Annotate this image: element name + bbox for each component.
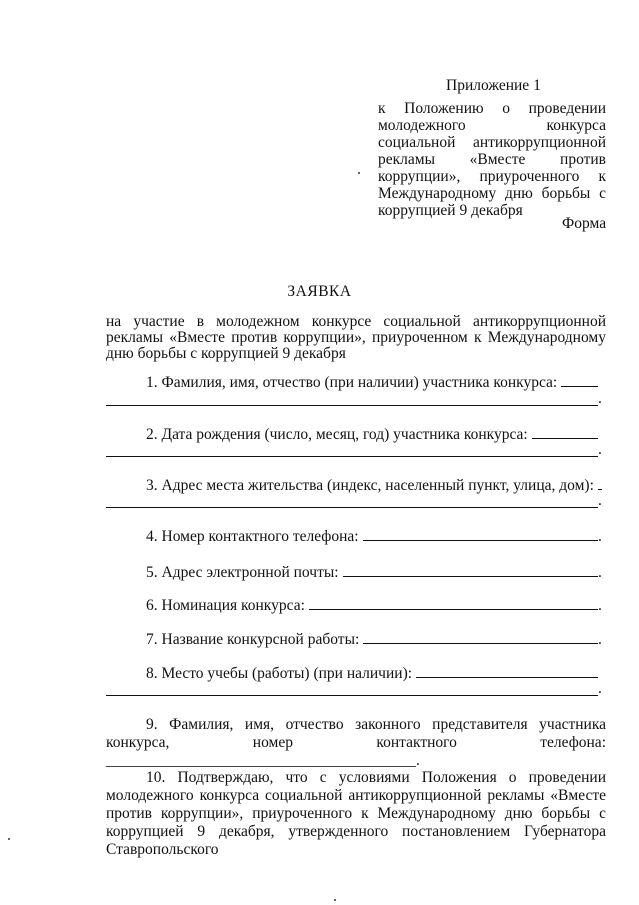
form-item-1 [146,374,598,392]
document-title: ЗАЯВКА [287,283,352,300]
fill-line [532,437,598,439]
fill-line [363,539,598,541]
form-item-10: 10. Подтверждаю, что с условиями Положения о проведении молодежного конкурса социальной антикоррупционной рекламы «Вместе против коррупции», приуроченного к Международному дню борьбы с коррупцией 9 декабря, утвержденного постановлением Губернатора Ставропольского [106,769,606,858]
form-item-1-label: 1. Фамилия, имя, отчество (при наличии) участника конкурса: [146,374,558,391]
form-item-6 [146,597,598,615]
fill-line [309,608,598,610]
fill-line [598,488,602,490]
line-end-dot: . [598,528,602,545]
form-label: Форма [562,215,607,232]
scan-speck [8,838,10,840]
document-subtitle: на участие в молодежном конкурсе социальной антикоррупционной рекламы «Вместе против коррупции», приуроченном к Международному дню борьбы с коррупцией 9 декабря [106,313,606,362]
fill-line [363,642,598,644]
form-item-7 [146,631,598,649]
scan-speck [334,899,336,901]
form-item-6-label: 6. Номинация конкурса: [146,597,305,614]
form-item-5-label: 5. Адрес электронной почты: [146,564,339,581]
fill-line [343,575,598,577]
form-item-9: 9. Фамилия, имя, отчество законного представителя участника конкурса, номер контактного телефона: ________________________________________. [106,716,606,769]
form-item-5 [146,564,598,582]
form-item-7-label: 7. Название конкурсной работы: [146,631,360,648]
fill-line [106,405,598,406]
fill-line [561,385,598,387]
line-end-dot: . [598,564,602,581]
fill-line [106,456,598,457]
form-item-4 [146,528,598,546]
form-item-8-label: 8. Место учебы (работы) (при наличии): [146,665,413,682]
form-item-3 [146,477,602,495]
line-end-dot: . [598,597,602,614]
fill-line [106,507,598,508]
form-item-4-label: 4. Номер контактного телефона: [146,528,359,545]
fill-line [106,695,598,696]
form-item-2 [146,426,598,444]
line-end-dot: . [598,631,602,648]
line-end-dot: . [598,492,602,509]
appendix-subtitle: к Положению о проведении молодежного конкурса социальной антикоррупционной рекламы «Вместе против коррупции», приуроченного к Международному дню борьбы с коррупцией 9 декабря [378,100,606,219]
fill-line [416,676,598,678]
line-end-dot: . [598,390,602,407]
appendix-title: Приложение 1 [446,77,541,94]
scan-speck [358,172,360,174]
form-item-3-label: 3. Адрес места жительства (индекс, населенный пункт, улица, дом): [146,477,594,494]
form-item-8 [146,665,598,683]
line-end-dot: . [598,680,602,697]
line-end-dot: . [598,441,602,458]
form-item-2-label: 2. Дата рождения (число, месяц, год) участника конкурса: [146,426,528,443]
